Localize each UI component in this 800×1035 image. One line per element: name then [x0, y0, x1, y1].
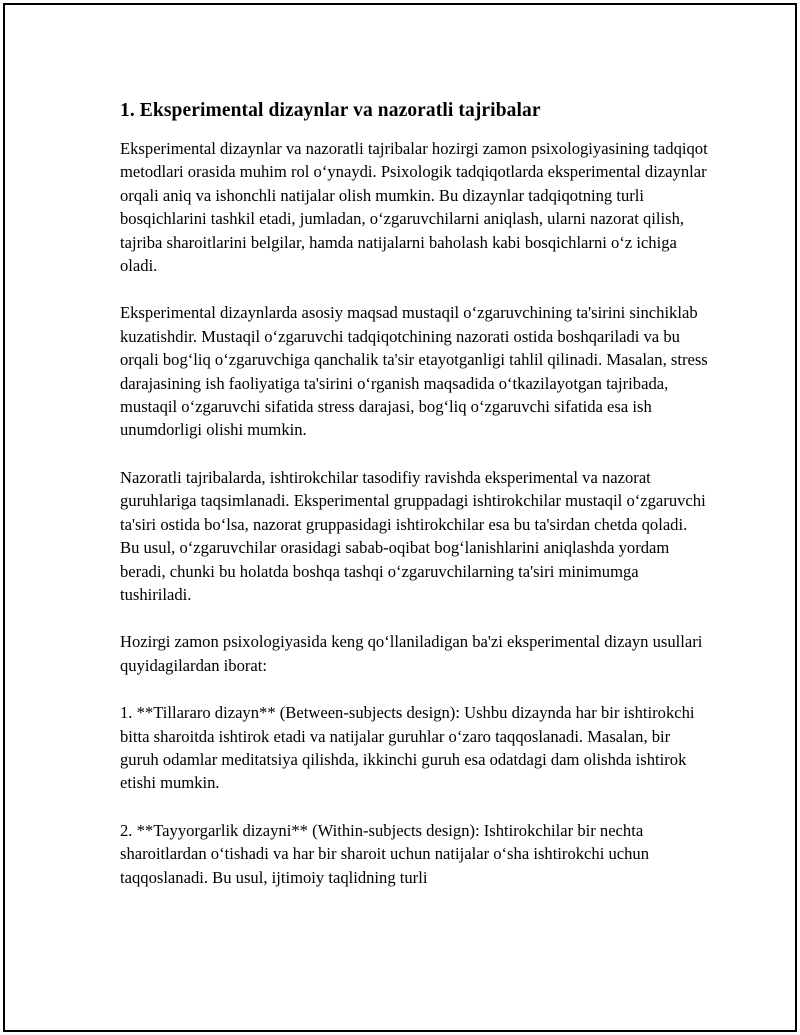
page-frame	[3, 3, 797, 1032]
section-heading: 1. Eksperimental dizaynlar va nazoratli tajribalar	[120, 100, 541, 121]
paragraph-design-methods-intro: Hozirgi zamon psixologiyasida keng qo‘llaniladigan ba'zi eksperimental dizayn usullari quyidagilardan iborat:	[120, 632, 703, 675]
document-body	[120, 97, 710, 913]
list-item-between-subjects: 1. **Tillararo dizayn** (Between-subjects design): Ushbu dizaynda har bir ishtirokchi bitta sharoitda ishtirok etadi va natijalar guruhlar o‘zaro taqqoslanadi. Masalan, bir guruh odamlar meditatsiya qilishda, ikkinchi guruh esa odatdagi dam olishda ishtirok etishi mumkin.	[120, 703, 695, 793]
paragraph-intro: Eksperimental dizaynlar va nazoratli tajribalar hozirgi zamon psixologiyasining tadqiqot metodlari orasida muhim rol o‘ynaydi. Psixologik tadqiqotlarda eksperimental dizaynlar orqali aniq va ishonchli natijalar olish mumkin. Bu dizaynlar tadqiqotning turli bosqichlarini tashkil etadi, jumladan, o‘zgaruvchilarni aniqlash, ularni nazorat qilish, tajriba sharoitlarini belgilar, hamda natijalarni baholash kabi bosqichlarni o‘z ichiga oladi.	[120, 139, 708, 276]
list-item-within-subjects: 2. **Tayyorgarlik dizayni** (Within-subjects design): Ishtirokchilar bir nechta sharoitlardan o‘tishadi va har bir sharoit uchun natijalar o‘sha ishtirokchi uchun taqqoslanadi. Bu usul, ijtimoiy taqlidning turli	[120, 820, 650, 887]
paragraph-controlled-experiments: Nazoratli tajribalarda, ishtirokchilar tasodifiy ravishda eksperimental va nazorat guruhlariga taqsimlanadi. Eksperimental gruppadagi ishtirokchilar mustaqil o‘zgaruvchi ta'siri ostida bo‘lsa, nazorat gruppasidagi ishtirokchilar esa bu ta'sirdan chetda qoladi. Bu usul, o‘zgaruvchilar orasidagi sabab-oqibat bog‘lanishlarini aniqlashda yordam beradi, chunki bu holatda boshqa tashqi o‘zgaruvchilarning ta'siri minimumga tushiriladi.	[120, 467, 706, 604]
paragraph-independent-variable: Eksperimental dizaynlarda asosiy maqsad mustaqil o‘zgaruvchining ta'sirini sinchiklab kuzatishdir. Mustaqil o‘zgaruvchi tadqiqotchining nazorati ostida boshqariladi va bu orqali bog‘liq o‘zgaruvchiga qanchalik ta'sir etayotganligi tahlil qilinadi. Masalan, stress darajasining ish faoliyatiga ta'sirini o‘rganish maqsadida o‘tkazilayotgan tajribada, mustaqil o‘zgaruvchi sifatida stress darajasi, bog‘liq o‘zgaruvchi sifatida esa ish unumdorligi olishi mumkin.	[120, 303, 708, 440]
